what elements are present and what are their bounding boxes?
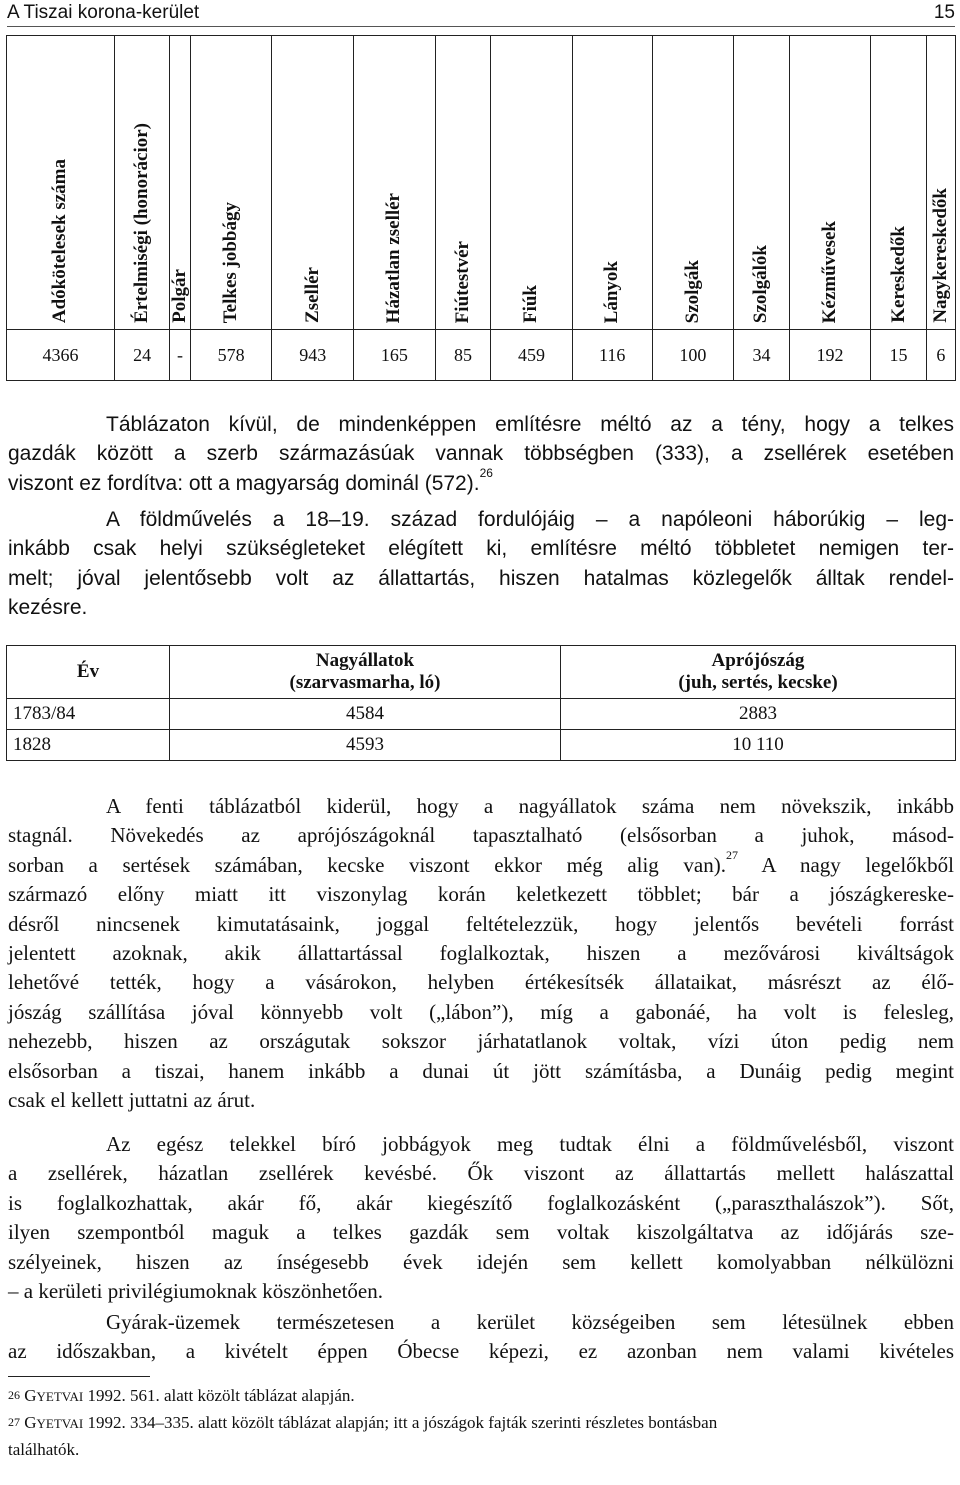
header-label: Értelmiségi (honorácior) — [131, 123, 153, 323]
text-line: A fenti táblázatból kiderül, hogy a nagyállatok száma nem növekszik, inkább — [106, 794, 954, 818]
text-line: désről nincsenek kimutatásaink, joggal feltételezzük, hogy jelentős bevételi forrást — [8, 911, 954, 936]
header-cell — [871, 36, 926, 330]
header-small-line1: Aprójószág — [711, 650, 805, 671]
text-line-tail: A nagy legelőkből — [761, 852, 954, 877]
header-cell — [7, 36, 115, 330]
footnote-number: 26 — [8, 1388, 20, 1402]
paragraph-2 — [8, 505, 954, 623]
value-cell: 100 — [652, 330, 734, 381]
value-cell: 116 — [572, 330, 652, 381]
value-cell: 192 — [789, 330, 871, 381]
footnote-26 — [8, 1383, 958, 1410]
text-line: Az egész telekkel bíró jobbágyok meg tudtak élni a földművelésből, viszont — [106, 1132, 954, 1156]
header-label: Házatlan zsellér — [383, 192, 405, 323]
header-cell — [272, 36, 354, 330]
header-label: Nagykereskedők — [929, 188, 951, 323]
header-label: Kézművesek — [818, 220, 840, 323]
header-cell — [734, 36, 789, 330]
text-line — [8, 465, 954, 498]
header-label: Szolgálók — [750, 244, 772, 323]
header-label: Zsellér — [301, 267, 323, 323]
text-line: A földművelés a 18–19. század fordulójáig – a napóleoni háborúkig – leg- — [106, 508, 954, 531]
header-label: Fiúk — [520, 284, 542, 323]
text-line: gazdák között a szerb származásúak vannak többségben (333), a zsellérek esetében — [8, 442, 954, 466]
text-line: – a kerületi privilégiumoknak köszönhetően. — [8, 1279, 383, 1304]
cell-large: 4593 — [170, 730, 561, 761]
footnote-text: 1992. 561. alatt közölt táblázat alapján. — [83, 1386, 355, 1405]
text-line: is foglalkozhattak, akár fő, akár kiegészítő foglalkozásként („paraszthalászok”). Sőt, — [8, 1190, 954, 1215]
value-cell: 15 — [871, 330, 926, 381]
running-head-title: A Tiszai korona-kerület — [7, 2, 200, 23]
cell-year: 1828 — [7, 730, 170, 761]
cell-large: 4584 — [170, 699, 561, 730]
text-line: származó előny miatt itt viszonylag korán keletkezett többlet; bár a jószágkereske- — [8, 882, 954, 907]
footnote-27 — [8, 1410, 958, 1463]
paragraph-3 — [8, 792, 954, 1115]
page-number: 15 — [933, 2, 955, 23]
header-cell — [926, 36, 955, 330]
value-cell: 578 — [190, 330, 272, 381]
header-year: Év — [7, 646, 170, 699]
header-cell — [170, 36, 190, 330]
header-cell — [354, 36, 436, 330]
text-line: kezésre. — [8, 596, 88, 620]
value-cell: 24 — [114, 330, 169, 381]
footnote-ref: 26 — [479, 465, 493, 480]
header-label: Kereskedők — [887, 226, 909, 323]
text-line: szélyeinek, hiszen az ínségesebb évek idején sem kellett komolyabban nélkülözni — [8, 1249, 954, 1274]
header-small-animals — [561, 646, 956, 699]
text-line: jószág szállítása jóval könnyebb volt („lábon”), míg a gabonáé, ha volt is felesleg, — [8, 999, 954, 1024]
text-line: Táblázaton kívül, de mindenképpen említésre méltó az a tény, hogy a telkes — [106, 413, 954, 436]
header-label: Telkes jobbágy — [220, 201, 242, 323]
text-line: stagnál. Növekedés az aprójószágoknál tapasztalható (elsősorban a juhok, másod- — [8, 823, 954, 848]
footnote-author: GYETVAI — [24, 1386, 84, 1405]
footnote-rule — [8, 1376, 150, 1377]
livestock-table — [6, 645, 956, 761]
occupation-table-header-row — [7, 36, 956, 330]
text-line: lehetővé tették, hogy a vásárokon, helyben értékesítsék állataikat, másrészt az élő- — [8, 970, 954, 995]
header-small-line2: (juh, sertés, kecske) — [678, 672, 838, 693]
text-line: a zsellérek, házatlan zsellérek kevésbé. Ők viszont az állattartás mellett halászattal — [8, 1161, 954, 1186]
footnote-number: 27 — [8, 1415, 20, 1429]
value-cell: - — [170, 330, 190, 381]
text-line: csak el kellett juttatni az árut. — [8, 1088, 256, 1113]
text-line: melt; jóval jelentősebb volt az állattartás, hiszen hatalmas közlegelők álltak rendel- — [8, 566, 954, 590]
header-cell — [652, 36, 734, 330]
paragraph-5 — [8, 1308, 954, 1367]
table-row — [7, 730, 956, 761]
header-cell — [572, 36, 652, 330]
header-large-line1: Nagyállatok — [315, 650, 415, 671]
header-label: Szolgák — [681, 259, 703, 323]
text-line-content: viszont ez fordítva: ott a magyarság dominál (572). — [8, 471, 480, 495]
header-cell — [114, 36, 169, 330]
value-cell: 459 — [491, 330, 573, 381]
text-line: inkább csak helyi szükségleteket elégített ki, említésre méltó többletet nemigen ter- — [8, 537, 954, 561]
header-label: Fiútestvér — [451, 240, 473, 323]
header-label: Lányok — [601, 260, 623, 323]
footnote-author: GYETVAI — [24, 1413, 84, 1432]
header-cell — [435, 36, 490, 330]
table-row — [7, 699, 956, 730]
value-cell: 34 — [734, 330, 789, 381]
value-cell: 165 — [354, 330, 436, 381]
header-cell — [789, 36, 871, 330]
footnote-text-continued: találhatók. — [8, 1440, 80, 1459]
header-label: Polgár — [169, 269, 191, 323]
text-line: jelentett azoknak, akik állattartással foglalkoztak, hiszen a mezővárosi kiváltságok — [8, 941, 954, 966]
running-head — [7, 0, 955, 27]
header-large-line2: (szarvasmarha, ló) — [289, 672, 441, 693]
value-cell: 6 — [926, 330, 955, 381]
value-cell: 4366 — [7, 330, 115, 381]
paragraph-4 — [8, 1130, 954, 1306]
header-cell — [190, 36, 272, 330]
text-line — [8, 847, 954, 880]
livestock-header-row — [7, 646, 956, 699]
text-line: nehezebb, hiszen az országutak sokszor járhatatlanok voltak, vízi úton pedig nem — [8, 1029, 954, 1054]
value-cell: 943 — [272, 330, 354, 381]
cell-small: 2883 — [561, 699, 956, 730]
cell-small: 10 110 — [561, 730, 956, 761]
text-line: az időszakban, a kivételt éppen Óbecse képezi, ez azonban nem valami kivételes — [8, 1339, 954, 1364]
text-line: ilyen szempontból maguk a telkes gazdák sem voltak kiszolgáltatva az időjárás sze- — [8, 1220, 954, 1245]
header-label: Adókötelesek száma — [49, 158, 71, 323]
footnote-text: 1992. 334–335. alatt közölt táblázat alapján; itt a jószágok fajták szerinti részletes bontásban — [83, 1413, 718, 1432]
footnote-ref: 27 — [725, 847, 738, 862]
header-large-animals — [170, 646, 561, 699]
cell-year: 1783/84 — [7, 699, 170, 730]
header-cell — [491, 36, 573, 330]
occupation-table-value-row — [7, 330, 956, 381]
occupation-table — [6, 35, 956, 381]
paragraph-1 — [8, 410, 954, 498]
text-line: Gyárak-üzemek természetesen a kerület községeiben sem létesülnek ebben — [106, 1310, 954, 1334]
text-line-content: sorban a sertések számában, kecske viszont ekkor még alig van). — [8, 852, 726, 877]
value-cell: 85 — [435, 330, 490, 381]
text-line: elsősorban a tiszai, hanem inkább a dunai út jött számításba, a Dunáig pedig megint — [8, 1058, 954, 1083]
